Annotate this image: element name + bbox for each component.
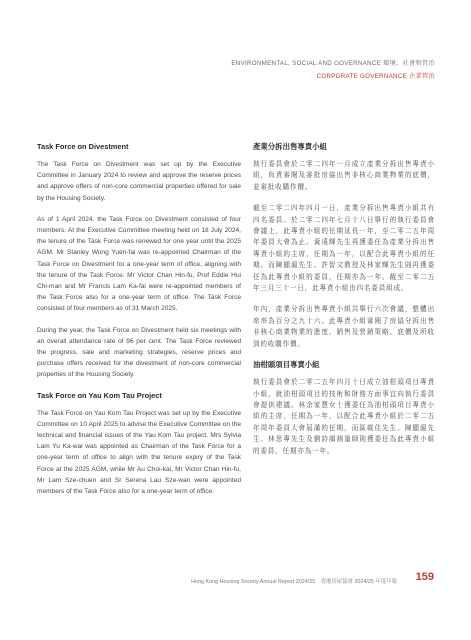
chinese-column [253,142,435,457]
divestment-paragraph-3-en: During the year, the Task Force on Divestment held six meetings with an overall attendance rate of 96 per cent. The Task Force reviewed the progress, sale and marketing strategies, reserve prices and purchase offers received for the divestment of non-core commercial properties of the Housing Society. [37,326,241,379]
english-column [37,142,241,497]
divestment-paragraph-1-en: The Task Force on Divestment was set up by the Executive Committee in January 2024 to review and approve the reserve prices and approve offers of non-core commercial properties offered for sale by the Housing Society. [37,161,241,202]
divestment-paragraph-2-zh: 截至二零二四年四月一日，產業分拆出售專責小組共有四名委員。於二零二四年七月十八日舉行的執行委員會會議上，此專責小組的任期延長一年，至二零二五年周年委員大會為止。黃遠輝先生再獲委任為產業分拆出售專責小組的主席，任期為一年，以配合此專責小組的任期。而陳顯滬先生、許智文教授及林家輝先生則再獲委任為此專責小組的委員，任期亦為一年。截至二零二五年三月三十一日，此專責小組由四名委員組成。 [253,205,435,293]
yaukomtau-heading-en: Task Force on Yau Kom Tau Project [37,390,162,400]
divestment-heading-zh: 產業分拆出售專責小組 [253,142,327,151]
yaukomtau-paragraph-zh: 執行委員會於二零二五年四月十日成立油柑頭項目專責小組，就油柑頭項目的技術和財務方面事宜向執行委員會提供建議。林余家慧女士獲委任為油柑頭項目專責小組的主席，任期為一年，以配合此專責小組於二零二五年周年委員大會屆滿的任期，而區載佳先生、陳顯滬先生、林思專先生及劉詩韻測量師則獲委任為此專責小組的委員，任期亦為一年。 [253,379,435,455]
divestment-heading-en: Task Force on Divestment [37,142,129,151]
report-footer: Hong Kong Housing Society Annual Report 2024/25 香港房屋協會 2024/25 年度年報 [191,579,397,585]
divestment-paragraph-3-zh: 年內，產業分拆出售專責小組共舉行六次會議，整體出席率為百分之九十六。此專責小組審閱了房協分拆出售非核心商業物業的進度、銷售及營銷策略、底價及所收到的收購作價。 [253,306,435,348]
section-header-esg: ENVIRONMENTAL, SOCIAL AND GOVERNANCE 環境、社會和管治 [231,60,435,67]
yaukomtau-paragraph-en: The Task Force on Yau Kom Tau Project was set up by the Executive Committee on 10 April 2025 to advise the Executive Committee on the technical and financial issues of the Yau Kom Tau project. Mrs Sylvia Lam Yu Ka-wai was appointed as Chairman of the Task Force for a one-year term of office to align with the tenure expiry of the Task Force at the 2025 AGM, while Mr Au Choi-kai, Mr Victor Chan Hin-fu, Mr Lam Sze-chuen and Sr Serena Lau Sze-wan were appointed members of the Task Force also for a one-year term of office. [37,409,241,496]
divestment-paragraph-2-en: As of 1 April 2024, the Task Force on Divestment consisted of four members. At the Executive Committee meeting held on 18 July 2024, the tenure of the Task Force was renewed for one year until the 2025 AGM. Mr Stanley Wong Yuen-fai was re-appointed Chairman of the Task Force on Divestment for a one-year term of office, aligning with the tenure of the Task Force. Mr Victor Chan Hin-fu, Prof Eddie Hui Chi-man and Mr Francis Lam Ka-fai were re-appointed members of the Task Force also for a one-year term of office. The Task Force consisted of four members as of 31 March 2025. [37,215,241,313]
section-header-corporate-governance: CORPORATE GOVERNANCE 企業管治 [316,73,435,80]
yaukomtau-heading-zh: 油柑頭項目專責小組 [253,360,320,370]
page-number: 159 [415,571,434,583]
divestment-paragraph-1-zh: 執行委員會於二零二四年一月成立產業分拆出售專責小組，負責審閱及審批房協出售非核心商業物業的底價，並審批收購作價。 [253,161,435,191]
